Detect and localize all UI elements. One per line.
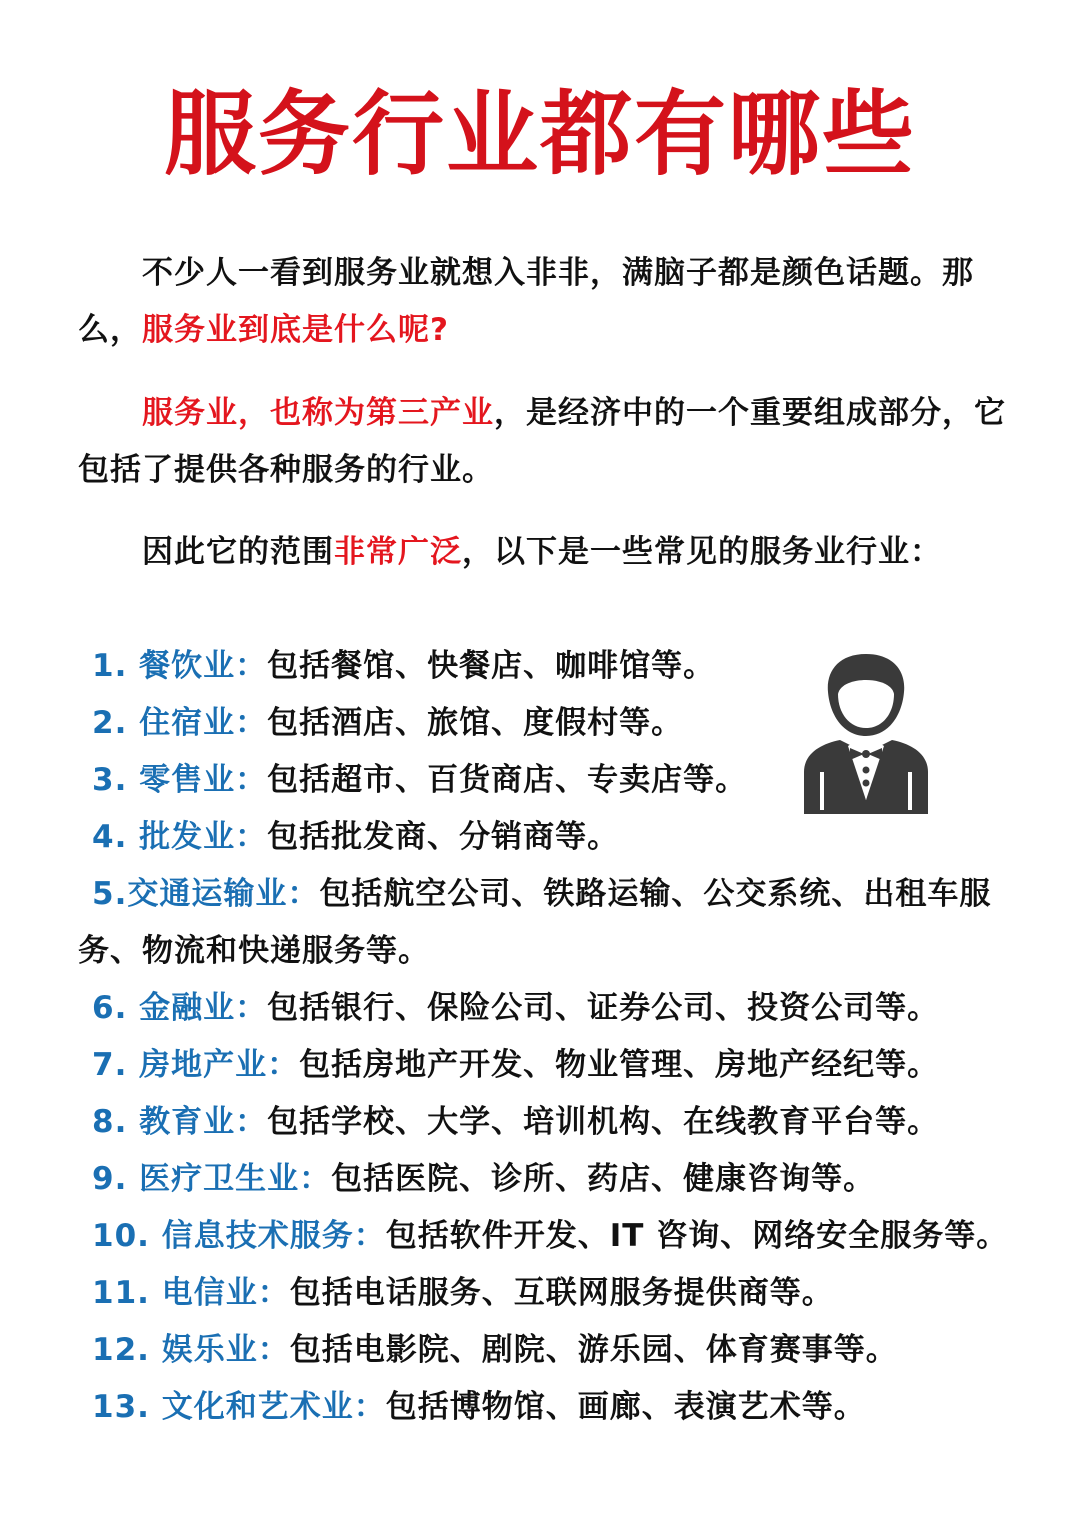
item-label: 娱乐业： [161,1332,290,1368]
item-description: 包括电话服务、互联网服务提供商等。 [289,1275,834,1311]
intro-highlight: 服务业，也称为第三产业 [142,395,494,431]
item-label: 电信业： [161,1275,290,1311]
intro-text: ，以下是一些常见的服务业行业： [462,534,942,570]
item-label: 零售业： [139,762,268,798]
list-item [0,980,1080,1037]
intro-text: 不少人一看到服务业就想入非非，满脑子都是颜色话题。那么， [78,255,974,348]
item-description: 包括房地产开发、物业管理、房地产经纪等。 [299,1047,940,1083]
item-description: 包括餐馆、快餐店、咖啡馆等。 [267,648,716,684]
item-label: 住宿业： [139,705,268,741]
intro-paragraph-1 [78,245,1008,359]
list-item [0,866,1080,980]
page-title: 服务行业都有哪些 [163,81,916,188]
item-description: 包括医院、诊所、药店、健康咨询等。 [331,1161,876,1197]
item-label: 餐饮业： [139,648,268,684]
intro-highlight: 非常广泛 [334,534,462,570]
item-number: 12. [92,1332,150,1368]
list-item [0,1322,1080,1379]
item-number: 11. [92,1275,150,1311]
intro-paragraph-3 [78,524,1008,581]
item-description: 包括超市、百货商店、专卖店等。 [267,762,748,798]
item-number: 8. [92,1104,128,1140]
item-label: 医疗卫生业： [139,1161,332,1197]
list-item [0,1208,1080,1265]
list-item [0,1151,1080,1208]
item-number: 2. [92,705,128,741]
list-item [0,1037,1080,1094]
item-number: 7. [92,1047,128,1083]
intro-text: 因此它的范围 [142,534,334,570]
item-label: 信息技术服务： [161,1218,386,1254]
item-description: 包括软件开发、IT 咨询、网络安全服务等。 [385,1218,1009,1254]
list-item [0,1265,1080,1322]
intro-highlight: 服务业到底是什么呢? [142,312,449,348]
item-number: 10. [92,1218,150,1254]
item-number: 13. [92,1389,150,1425]
item-number: 9. [92,1161,128,1197]
intro-text: ，是经济中的一个重要组成部分，它包括了提供各种服务的行业。 [78,395,1006,488]
item-description: 包括学校、大学、培训机构、在线教育平台等。 [267,1104,940,1140]
item-number: 1. [92,648,128,684]
item-number: 4. [92,819,128,855]
item-label: 金融业： [139,990,268,1026]
item-number: 3. [92,762,128,798]
intro-paragraph-2 [78,385,1008,499]
item-number: 5. [92,876,128,912]
item-label: 批发业： [139,819,268,855]
item-label: 文化和艺术业： [161,1389,386,1425]
item-description: 包括航空公司、铁路运输、公交系统、出租车服务、物流和快递服务等。 [78,876,992,969]
list-item [0,1379,1080,1436]
item-description: 包括博物馆、画廊、表演艺术等。 [385,1389,866,1425]
item-description: 包括银行、保险公司、证券公司、投资公司等。 [267,990,940,1026]
list-item [0,809,1080,866]
item-description: 包括电影院、剧院、游乐园、体育赛事等。 [289,1332,898,1368]
item-label: 教育业： [139,1104,268,1140]
waiter-icon [792,650,940,814]
list-item [0,1094,1080,1151]
item-description: 包括酒店、旅馆、度假村等。 [267,705,684,741]
item-label: 房地产业： [139,1047,300,1083]
item-number: 6. [92,990,128,1026]
item-label: 交通运输业： [127,876,320,912]
item-description: 包括批发商、分销商等。 [267,819,620,855]
